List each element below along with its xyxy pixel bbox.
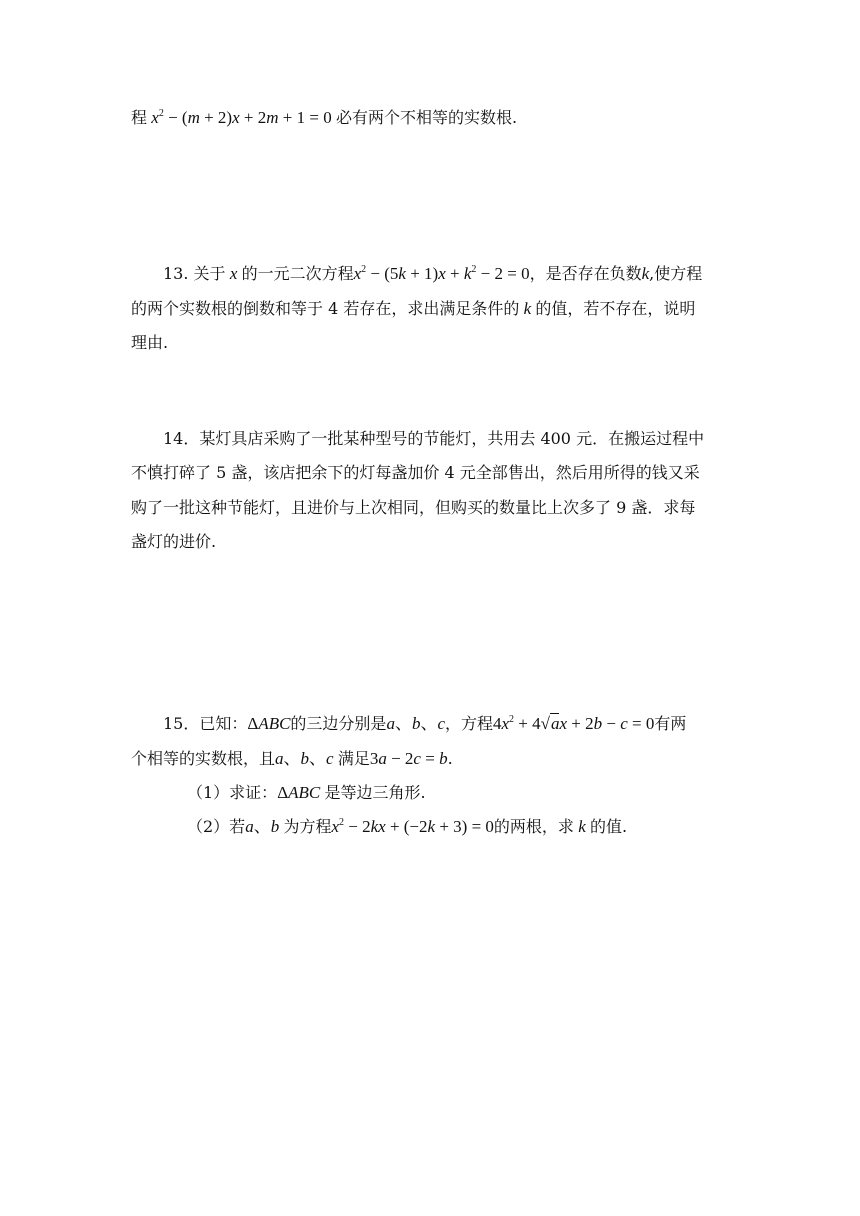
q12-line-1 xyxy=(131,107,517,129)
q13-text-a: 关于 xyxy=(193,264,226,283)
q15-triangle: ΔABC xyxy=(247,714,291,733)
q15-equation: $4x^2 + 4√ax + 2b - c = 0$ xyxy=(493,714,655,733)
q14-line-1: 14．某灯具店采购了一批某种型号的节能灯，共用去 400 元．在搬运过程中 xyxy=(163,429,705,448)
q15-sub1-text-b: 是等边三角形. xyxy=(324,783,426,802)
q15-text-e: 满足 xyxy=(337,749,370,768)
q15-text-d: 个相等的实数根，且 xyxy=(131,749,276,768)
q12-text-end: 必有两个不相等的实数根. xyxy=(335,108,518,127)
q15-number: 15．已知： xyxy=(163,714,248,733)
q15-text-c: 有两 xyxy=(654,714,687,733)
q15-sub2-text-a: （2）若 xyxy=(187,817,246,836)
q15-line-2: 个相等的实数根，且a、b、c 满足3a − 2c = b. xyxy=(131,749,453,768)
q15-sub-2: （2）若a、b 为方程$x^2 - 2kx + (-2k + 3) = 0$的两根，求 k 的值. xyxy=(187,817,628,836)
q15-sub-1: （1）求证：ΔABC 是等边三角形. xyxy=(187,783,426,802)
q15-sub2-text-b: 为方程 xyxy=(283,817,332,836)
q13-line-3: 理由. xyxy=(131,333,169,352)
q13-text-c: ，是否存在负数 xyxy=(529,264,642,283)
q14-line-2: 不慎打碎了 5 盏，该店把余下的灯每盏加价 4 元全部售出，然后用所得的钱又采 xyxy=(131,463,700,482)
q12-equation: $x^2 - (m + 2)x + 2m + 1 = 0$ xyxy=(151,108,336,127)
q15-line-1: 15．已知：ΔABC的三边分别是a、b、c，方程$4x^2 + 4√ax + 2b - c = 0$有两 xyxy=(163,714,687,733)
q15-sub2-equation: $x^2 - 2kx + (-2k + 3) = 0$ xyxy=(331,817,494,836)
q13-text-d: ,使方程 xyxy=(649,264,703,283)
q15-sub2-text-d: 的值. xyxy=(589,817,628,836)
q15-sub1-text-a: （1）求证： xyxy=(187,783,278,802)
q13-number: 13. xyxy=(163,264,189,283)
q15-text-a: 的三边分别是 xyxy=(290,714,387,733)
q14-line-3: 购了一批这种节能灯，且进价与上次相同，但购买的数量比上次多了 9 盏．求每 xyxy=(131,498,696,517)
q15-condition: 3a − 2c = b xyxy=(369,749,448,768)
q13-line-2: 的两个实数根的倒数和等于 4 若存在，求出满足条件的 k 的值，若不存在，说明 xyxy=(131,299,696,318)
q15-sub2-text-c: 的两根，求 xyxy=(493,817,574,836)
q15-text-b: ，方程 xyxy=(444,714,493,733)
q12-text-start: 程 xyxy=(131,108,148,127)
q13-text-b: 的一元二次方程 xyxy=(241,264,354,283)
q13-equation: $x^2 - (5k + 1)x + k^2 - 2 = 0$ xyxy=(353,264,530,283)
q13-text-e: 的两个实数根的倒数和等于 4 若存在，求出满足条件的 xyxy=(131,299,520,318)
q14-line-4: 盏灯的进价. xyxy=(131,532,217,551)
q13-line-1: 13. 关于 x 的一元二次方程$x^2 - (5k + 1)x + k^2 - 2 = 0$，是否存在负数k,使方程 xyxy=(163,264,703,283)
q13-text-f: 的值，若不存在，说明 xyxy=(535,299,696,318)
